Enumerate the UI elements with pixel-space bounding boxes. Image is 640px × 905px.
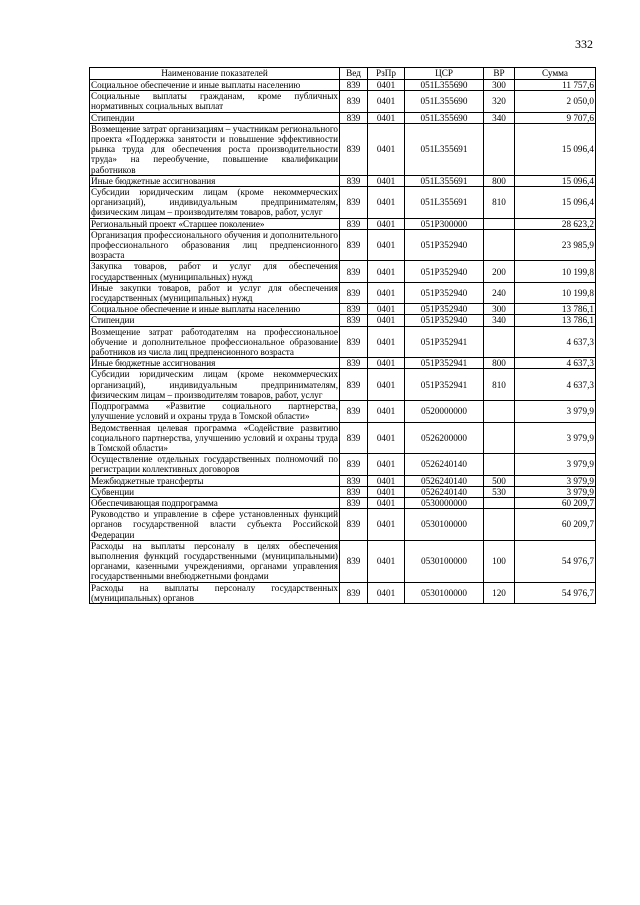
row-vr-cell: 810: [484, 369, 515, 401]
row-sum-cell: 23 985,9: [515, 229, 596, 261]
row-rzpr-cell: 0401: [368, 497, 405, 508]
row-vr-cell: [484, 229, 515, 261]
row-name-cell: Иные бюджетные ассигнования: [90, 358, 340, 369]
row-sum-cell: 54 976,7: [515, 582, 596, 603]
row-csr-cell: 0526200000: [405, 422, 484, 454]
row-rzpr-cell: 0401: [368, 454, 405, 475]
header-ved: Вед: [340, 68, 368, 80]
row-vr-cell: [484, 401, 515, 422]
page-number: 332: [575, 37, 593, 51]
row-ved-cell: 839: [340, 454, 368, 475]
row-ved-cell: 839: [340, 187, 368, 219]
table-row: [90, 187, 596, 219]
row-ved-cell: 839: [340, 326, 368, 358]
row-rzpr-cell: 0401: [368, 175, 405, 186]
row-vr-cell: 120: [484, 582, 515, 603]
row-name-cell: Межбюджетные трансферты: [90, 475, 340, 486]
row-vr-cell: 240: [484, 282, 515, 303]
table-row: [90, 509, 596, 541]
row-name-cell: Ведомственная целевая программа «Содействие развитию социального партнерства, улучшению условий и охраны труда в Томской области»: [91, 422, 338, 453]
table-body: [90, 80, 596, 604]
row-sum-cell: 3 979,9: [515, 454, 596, 475]
row-csr-cell: 051P352941: [405, 326, 484, 358]
row-vr-cell: 530: [484, 486, 515, 497]
row-csr-cell: 051L355691: [405, 175, 484, 186]
row-csr-cell: 051P352940: [405, 315, 484, 326]
row-sum-cell: 11 757,6: [515, 80, 596, 91]
header-sum: Сумма: [515, 68, 596, 80]
row-csr-cell: 0526240140: [405, 475, 484, 486]
row-vr-cell: [484, 454, 515, 475]
row-name-cell: Стипендии: [90, 315, 340, 326]
row-name-cell: Расходы на выплаты персоналу государственных (муниципальных) органов: [91, 582, 338, 603]
table-row: [90, 218, 596, 229]
table-row: [90, 80, 596, 91]
row-name-cell: Возмещение затрат работодателям на профессиональное обучение и дополнительное профессиональное образование работников из числа лиц предпенсионного возраста: [91, 326, 338, 358]
row-ved-cell: 839: [340, 91, 368, 112]
row-vr-cell: [484, 509, 515, 541]
row-name-cell: Расходы на выплаты персоналу в целях обеспечения выполнения функций государственными (муниципальными) органами, казенными учреждениями, органами управления государственными внебюджетными фондами: [91, 540, 338, 582]
row-ved-cell: 839: [340, 282, 368, 303]
row-name-cell: Подпрограмма «Развитие социального партнерства, улучшение условий и охраны труда в Томской области»: [91, 401, 338, 422]
row-rzpr-cell: 0401: [368, 401, 405, 422]
table-row: [90, 304, 596, 315]
row-vr-cell: 810: [484, 187, 515, 219]
row-name-cell: Обеспечивающая подпрограмма: [90, 497, 340, 508]
row-sum-cell: 3 979,9: [515, 486, 596, 497]
row-csr-cell: 051P352940: [405, 229, 484, 261]
row-sum-cell: 60 209,7: [515, 509, 596, 541]
table-row: [90, 497, 596, 508]
row-sum-cell: 13 786,1: [515, 304, 596, 315]
row-name-cell: Субсидии юридическим лицам (кроме некоммерческих организаций), индивидуальным предпринимателям, физическим лицам – производителям товаров, работ, услуг: [91, 187, 338, 218]
row-sum-cell: 60 209,7: [515, 497, 596, 508]
row-ved-cell: 839: [340, 582, 368, 603]
row-sum-cell: 2 050,0: [515, 91, 596, 112]
row-sum-cell: 4 637,3: [515, 326, 596, 358]
row-ved-cell: 839: [340, 175, 368, 186]
row-sum-cell: 9 707,6: [515, 112, 596, 123]
table-row: [90, 123, 596, 175]
row-rzpr-cell: 0401: [368, 326, 405, 358]
row-rzpr-cell: 0401: [368, 509, 405, 541]
row-name-cell: Субсидии юридическим лицам (кроме некоммерческих организаций), индивидуальным предпринимателям, физическим лицам – производителям товаров, работ, услуг: [91, 369, 338, 400]
row-rzpr-cell: 0401: [368, 112, 405, 123]
row-sum-cell: 15 096,4: [515, 175, 596, 186]
row-ved-cell: 839: [340, 123, 368, 175]
row-name-cell: Социальное обеспечение и иные выплаты населению: [90, 80, 340, 91]
table-row: [90, 261, 596, 282]
row-csr-cell: 051P352940: [405, 261, 484, 282]
row-name-cell: Закупка товаров, работ и услуг для обеспечения государственных (муниципальных) нужд: [91, 261, 338, 282]
row-ved-cell: 839: [340, 112, 368, 123]
row-csr-cell: 051P352941: [405, 369, 484, 401]
row-sum-cell: 15 096,4: [515, 123, 596, 175]
row-name-cell: Региональный проект «Старшее поколение»: [90, 218, 340, 229]
row-csr-cell: 051L355690: [405, 80, 484, 91]
row-ved-cell: 839: [340, 422, 368, 454]
header-vr: ВР: [484, 68, 515, 80]
row-vr-cell: 300: [484, 80, 515, 91]
row-rzpr-cell: 0401: [368, 422, 405, 454]
table-row: [90, 454, 596, 475]
table-row: [90, 175, 596, 186]
table-row: [90, 401, 596, 422]
row-rzpr-cell: 0401: [368, 358, 405, 369]
row-rzpr-cell: 0401: [368, 486, 405, 497]
row-ved-cell: 839: [340, 486, 368, 497]
row-csr-cell: 0530100000: [405, 509, 484, 541]
row-sum-cell: 15 096,4: [515, 187, 596, 219]
table-row: [90, 112, 596, 123]
row-ved-cell: 839: [340, 315, 368, 326]
row-sum-cell: 54 976,7: [515, 540, 596, 582]
row-csr-cell: 051L355691: [405, 187, 484, 219]
row-name-cell: Возмещение затрат организациям – участникам регионального проекта «Поддержка занятости и повышение эффективности рынка труда для обеспечения роста производительности труда» на переобучение, повышение квалификации работников: [91, 123, 338, 175]
row-ved-cell: 839: [340, 509, 368, 541]
row-rzpr-cell: 0401: [368, 369, 405, 401]
row-rzpr-cell: 0401: [368, 123, 405, 175]
row-ved-cell: 839: [340, 304, 368, 315]
table-row: [90, 229, 596, 261]
row-rzpr-cell: 0401: [368, 229, 405, 261]
table-row: [90, 369, 596, 401]
table-row: [90, 582, 596, 603]
row-name-cell: Стипендии: [90, 112, 340, 123]
header-csr: ЦСР: [405, 68, 484, 80]
row-csr-cell: 051L355691: [405, 123, 484, 175]
row-sum-cell: 3 979,9: [515, 422, 596, 454]
row-vr-cell: [484, 123, 515, 175]
budget-table: [89, 67, 596, 604]
row-csr-cell: 051P352940: [405, 304, 484, 315]
row-csr-cell: 051L355690: [405, 112, 484, 123]
header-rzpr: РзПр: [368, 68, 405, 80]
row-vr-cell: 800: [484, 175, 515, 186]
row-vr-cell: 800: [484, 358, 515, 369]
row-csr-cell: 051L355690: [405, 91, 484, 112]
row-rzpr-cell: 0401: [368, 475, 405, 486]
row-vr-cell: [484, 422, 515, 454]
table-header-row: [90, 68, 596, 80]
row-name-cell: Организация профессионального обучения и дополнительного профессионального образования лиц предпенсионного возраста: [91, 229, 338, 261]
row-sum-cell: 4 637,3: [515, 358, 596, 369]
table-row: [90, 91, 596, 112]
row-rzpr-cell: 0401: [368, 304, 405, 315]
row-sum-cell: 10 199,8: [515, 282, 596, 303]
row-name-cell: Социальные выплаты гражданам, кроме публичных нормативных социальных выплат: [91, 91, 338, 112]
table-row: [90, 422, 596, 454]
row-vr-cell: 100: [484, 540, 515, 582]
row-ved-cell: 839: [340, 369, 368, 401]
row-ved-cell: 839: [340, 80, 368, 91]
row-rzpr-cell: 0401: [368, 91, 405, 112]
row-rzpr-cell: 0401: [368, 218, 405, 229]
row-sum-cell: 13 786,1: [515, 315, 596, 326]
row-ved-cell: 839: [340, 497, 368, 508]
row-vr-cell: 500: [484, 475, 515, 486]
row-name-cell: Руководство и управление в сфере установленных функций органов государственной власти субъекта Российской Федерации: [91, 509, 338, 540]
row-ved-cell: 839: [340, 540, 368, 582]
row-ved-cell: 839: [340, 261, 368, 282]
row-ved-cell: 839: [340, 229, 368, 261]
row-csr-cell: 0530100000: [405, 582, 484, 603]
table-row: [90, 486, 596, 497]
row-vr-cell: 340: [484, 112, 515, 123]
table-row: [90, 315, 596, 326]
row-sum-cell: 4 637,3: [515, 369, 596, 401]
row-vr-cell: 200: [484, 261, 515, 282]
header-name: Наименование показателей: [90, 68, 340, 80]
table-row: [90, 475, 596, 486]
row-sum-cell: 3 979,9: [515, 475, 596, 486]
table-row: [90, 326, 596, 358]
row-vr-cell: 300: [484, 304, 515, 315]
row-csr-cell: 051P300000: [405, 218, 484, 229]
row-ved-cell: 839: [340, 475, 368, 486]
row-sum-cell: 28 623,2: [515, 218, 596, 229]
row-vr-cell: 340: [484, 315, 515, 326]
row-vr-cell: [484, 218, 515, 229]
row-rzpr-cell: 0401: [368, 282, 405, 303]
row-name-cell: Субвенции: [90, 486, 340, 497]
row-csr-cell: 0526240140: [405, 454, 484, 475]
row-name-cell: Осуществление отдельных государственных полномочий по регистрации коллективных договоров: [91, 454, 338, 475]
row-vr-cell: 320: [484, 91, 515, 112]
row-name-cell: Иные бюджетные ассигнования: [90, 175, 340, 186]
row-rzpr-cell: 0401: [368, 80, 405, 91]
row-vr-cell: [484, 497, 515, 508]
row-ved-cell: 839: [340, 218, 368, 229]
row-sum-cell: 3 979,9: [515, 401, 596, 422]
row-csr-cell: 051P352941: [405, 358, 484, 369]
table-row: [90, 282, 596, 303]
table-row: [90, 358, 596, 369]
row-rzpr-cell: 0401: [368, 315, 405, 326]
row-rzpr-cell: 0401: [368, 187, 405, 219]
row-csr-cell: 0526240140: [405, 486, 484, 497]
table-row: [90, 540, 596, 582]
row-sum-cell: 10 199,8: [515, 261, 596, 282]
row-ved-cell: 839: [340, 401, 368, 422]
row-rzpr-cell: 0401: [368, 540, 405, 582]
row-name-cell: Иные закупки товаров, работ и услуг для обеспечения государственных (муниципальных) нужд: [91, 282, 338, 304]
row-ved-cell: 839: [340, 358, 368, 369]
row-csr-cell: 0520000000: [405, 401, 484, 422]
row-csr-cell: 051P352940: [405, 282, 484, 303]
row-vr-cell: [484, 326, 515, 358]
row-rzpr-cell: 0401: [368, 261, 405, 282]
row-csr-cell: 0530100000: [405, 540, 484, 582]
row-rzpr-cell: 0401: [368, 582, 405, 603]
row-name-cell: Социальное обеспечение и иные выплаты населению: [90, 304, 340, 315]
row-csr-cell: 0530000000: [405, 497, 484, 508]
